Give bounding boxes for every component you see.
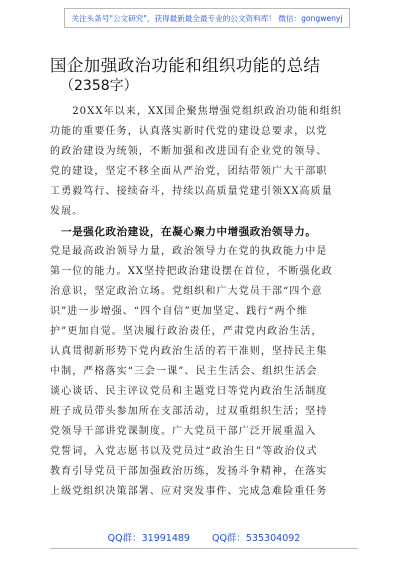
body-line: 认真贯彻新形势下党内政治生活的若干准则，坚持民主集 xyxy=(50,346,328,357)
footer-qq-group-right[interactable]: QQ群：535304092 xyxy=(211,533,301,544)
body-line: 上级党组织决策部署、应对突发事件、完成急难险重任务 xyxy=(50,486,328,497)
body-line: 党誓词，入党志愿书以及党员过“政治生日”等政治仪式 xyxy=(50,446,318,457)
title-line: 国企加强政治功能和组织功能的总结 xyxy=(50,56,321,75)
body-line: 第一位的能力。XX坚持把政治建设摆在首位，不断强化政 xyxy=(50,266,333,277)
body-line: 谈心谈话、民主评议党员和主题党日等党内政治生活制度 xyxy=(50,386,328,397)
body-line: 20XX年以来，XX国企聚焦增强党组织政治功能和组织 xyxy=(50,106,343,117)
body-line: 党的建设，坚定不移全面从严治党，团结带领广大干部职 xyxy=(50,166,328,177)
body-line: 党领导干部讲党课制度。广大党员干部广泛开展重温入 xyxy=(50,426,317,437)
footer-divider xyxy=(50,548,358,549)
document-title xyxy=(50,56,370,96)
page-footer xyxy=(0,530,408,548)
body-line: 党是最高政治领导力量，政治领导力在党的执政能力中是 xyxy=(50,246,328,257)
body-line: 治意识，坚定政治立场。党组织和广大党员干部“四个意 xyxy=(50,286,323,297)
body-line: 工勇毅笃行、接续奋斗，持续以高质量党建引领XX高质量 xyxy=(50,186,333,197)
body-line: 识”进一步增强、“四个自信”更加坚定、践行“两个维 xyxy=(50,306,308,317)
body-line: 教育引导党员干部加强政治历练，发扬斗争精神，在落实 xyxy=(50,466,328,477)
body-line: 的政治建设为统领，不断加强和改进国有企业党的领导、 xyxy=(50,146,328,157)
header-banner[interactable] xyxy=(64,8,350,28)
body-line: 班子成员带头参加所在支部活动，过双重组织生活；坚持 xyxy=(50,406,328,417)
footer-qq-group-left[interactable]: QQ群：31991489 xyxy=(107,533,190,544)
title-word-count: （2358字） xyxy=(60,78,138,94)
banner-text: 关注头条号"公文研究"，获得最新最全最专业的公文资料库！ 微信：gongwenyj xyxy=(71,13,343,23)
body-line: 发展。 xyxy=(50,206,84,217)
body-line: 功能的重要任务，认真落实新时代党的建设总要求，以党 xyxy=(50,126,328,137)
body-line: 护”更加自觉。坚决履行政治责任，严肃党内政治生活， xyxy=(50,326,323,337)
body-line: 中制，严格落实“三会一课”、民主生活会、组织生活会 xyxy=(50,366,318,377)
document-body xyxy=(50,102,368,502)
section-heading: 一是强化政治建设，在凝心聚力中增强政治领导力。 xyxy=(50,226,317,238)
